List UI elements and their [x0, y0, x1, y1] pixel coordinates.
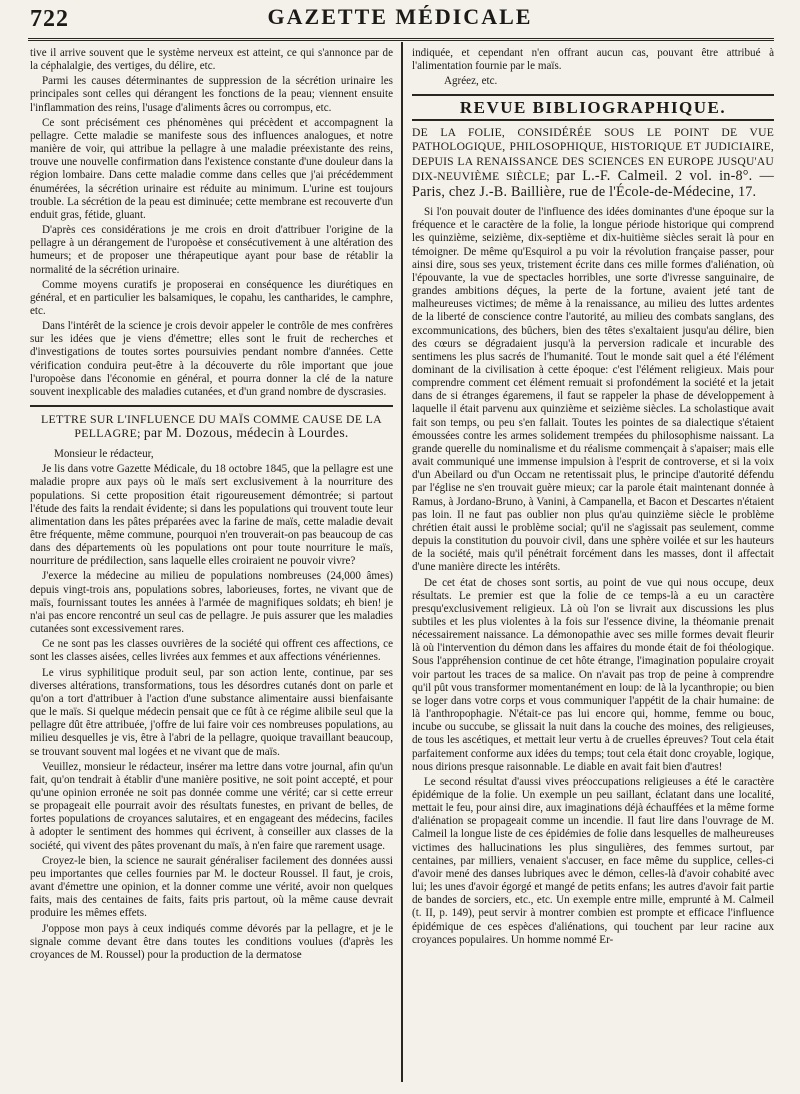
paragraph: Le second résultat d'aussi vives préoccupations religieuses a été le caractère épidémique de la folie. Un exemple un peu saillant, éclatant dans une localité, mettait le feu, pour ainsi dire, aux imaginations déjà échauffées et la même forme d'aliénation se propageait comme un incendie. Il faut lire dans l'ouvrage de M. Calmeil la longue liste de ces épidémies de folie dans lesquelles de malheureuses victimes des hallucinations les plus singulières, des femmes surtout, par centaines, par milliers, venaient s'accuser, en face même du supplice, celles-ci d'avoir mené des danses lubriques avec le démon, celles-là d'avoir cohabité avec lui; les unes d'avoir égorgé et mangé de petits enfans; les autres d'avoir fait partie de bandes de sorciers, etc., etc. Un exemple entre mille, emprunté à M. Calmeil (t. II, p. 149), peut servir à montrer combien est prompte et efficace l'influence épidémique de ces espèces d'aliénations, qui touchent par leur racine aux croyances populaires. Un homme nommé Er-: [412, 775, 774, 946]
paragraph: J'oppose mon pays à ceux indiqués comme dévorés par la pellagre, et je le signale comme devant être dans toutes les conditions voulues (d'après les croyances de M. Roussel) pour la production de la dermatose: [30, 922, 393, 961]
section-title: REVUE BIBLIOGRAPHIQUE.: [459, 98, 727, 118]
article-separator: [30, 405, 393, 407]
paragraph: Je lis dans votre Gazette Médicale, du 18 octobre 1845, que la pellagre est une maladie propre aux pays où le maïs sert exclusivement à la nourriture des populations. Si cette proposition était rigoureusement démontrée; si partout l'étude des faits la rendait évidente; si dans les populations qui trouvent toute leur alimentation dans les pâtes préparées avec la farine de maïs, cette maladie devait être fréquente, même commune, pourquoi n'en trouverait-on pas beaucoup de cas dans des départements où les populations ont pour toute nourriture le maïs, nourriture de prédilection, sans laquelle elles croiraient ne pouvoir vivre?: [30, 463, 393, 568]
review-title: DE LA FOLIE, CONSIDÉRÉE SOUS LE POINT DE VUE PATHOLOGIQUE, PHILOSOPHIQUE, HISTORIQUE ET JUDICIAIRE, DEPUIS LA RENAISSANCE DES SCIENCES EN EUROPE JUSQU'AU DIX-NEUVIÈME SIÈCLE;: [412, 125, 774, 184]
column-divider: [401, 42, 403, 1082]
journal-title: GAZETTE MÉDICALE: [267, 4, 533, 29]
review-heading: [412, 126, 774, 201]
article-author: par M. Dozous, médecin à Lourdes.: [143, 425, 349, 441]
paragraph: Ce sont précisément ces phénomènes qui précèdent et accompagnent la pellagre. Cette maladie se manifeste sous des influences analogues, et notre manière de voir, qui attribue la pellagre à une maladie préexistante des reins, trouve une nouvelle confirmation dans l'existence constante d'une douleur dans la région lombaire. Dans cette maladie comme dans celles que j'ai précédemment énumérées, la sécrétion urinaire est réduite au minimum. L'urine est toujours trouble. La sécrétion de la peau est diminuée; cette membrane est recouverte d'un enduit gras, fétide, gluant.: [30, 116, 393, 221]
section-rule: [412, 94, 774, 96]
paragraph: Si l'on pouvait douter de l'influence des idées dominantes d'une époque sur la fréquence et le caractère de la folie, la longue période historique qui comprend les quinzième, seizième, dix-septième et dix-huitième siècles serait là pour en témoigner. De même qu'Esquirol a pu voir la révolution française passer, pour ainsi dire, sous ses yeux, tristement écrite dans ces mille formes d'aliénation, où l'épouvante, la vue de spectacles horribles, une sorte d'ivresse sanguinaire, de grandes ambitions déçues, la perte de la fortune, avaient jeté tant de malheureuses victimes; de même à la renaissance, au milieu des luttes ardentes de la liberté de conscience contre l'autorité, au milieu des combats sanglans, des excommunications, des bûchers, bien des têtes s'exaltaient jusqu'au délire, bien des cœurs se dégradaient jusqu'à la perversion radicale et incurable des sentimens les plus sacrés de l'humanité. Tout le monde sait quel a été l'élément dominant de la civilisation à cette époque: c'est l'élément religieux. Mais pour comprendre comment cet élément remuait si profondément la société et la jetait dans de si étranges égaremens, il faut se rappeler la phase de développement à laquelle il était parvenu aux quinzième et seizième siècles. La scholastique avait fait son temps, ou peu s'en fallait. Toutes les pointes de sa dialectique s'étaient émoussées contre les armes solidement trempées du philosophisme naissant. La grande querelle du nominalisme et du réalisme commençait à s'apaiser; mais elle avait communiqué une immense impulsion à l'esprit de controverse, et si la voix d'un Abeilard ou d'un Occam ne retentissait plus, le principe d'autorité défendu par l'église ne s'en trouvait guère mieux; car la parole était maintenant donnée à Ramus, à Jordano-Bruno, à Vanini, à Campanella, et Bacon et Descartes n'étaient pas loin. Il ne faut pas oublier non plus qu'au quinzième siècle le problème chrétien était aussi le problème social; qu'il ne s'agissait pas seulement, comme depuis la constitution du pouvoir civil, dans une sphère voilée et sur les hauteurs de la société, mais qu'il pénétrait forcément dans les masses, dont il affectait d'une manière directe les intérêts.: [412, 206, 774, 574]
section-rule: [412, 119, 774, 121]
header-rule: [28, 38, 774, 41]
paragraph: Ce ne sont pas les classes ouvrières de la société qui offrent ces affections, ce sont les classes aisées, celles livrées aux femmes et aux affections vénériennes.: [30, 638, 393, 664]
salutation: Monsieur le rédacteur,: [54, 448, 154, 461]
article-title: LETTRE SUR L'INFLUENCE DU MAÏS COMME CAUSE DE LA PELLAGRE;: [41, 412, 382, 441]
paragraph: Comme moyens curatifs je proposerai en conséquence les diurétiques en général, et en particulier les balsamiques, le copahu, les cantharides, le camphre, etc.: [30, 278, 393, 317]
paragraph: De cet état de choses sont sortis, au point de vue qui nous occupe, deux résultats. Le premier est que la folie de ce temps-là a eu un caractère presqu'exclusivement religieux. Là où l'on se livrait aux discussions les plus subtiles et les plus violentes à la fois sur l'essence divine, la théomanie prenait nécessairement naissance. La démonopathie avec ses mille formes devait fleurir là où l'intervention du démon dans les affaires du monde était de foi théologique. Sous l'appréhension continue de cet hôte étrange, l'imagination populaire croyait voir partout les traces de sa malice. On n'avait pas trop de peine à comprendre qu'il pût vous transformer momentanément en loup: de là la lycanthropie; ou bien se loger dans votre corps et vous communiquer l'appétit de la chair humaine: de là l'anthropophagie. N'était-ce pas lui encore qui, homme, femme ou bouc, incube ou succube, se glissait la nuit dans la couche des moines, des religieuses, de tous les ascétiques, et mettait leur vertu à de cruelles épreuves? Tout cela était parfaitement conforme aux idées du temps; tout cela était donc croyable, logique, nous dirions presque raisonnable. Le diable en avait fait bien d'autres!: [412, 576, 774, 773]
page-number: 722: [30, 6, 69, 32]
left-column: [30, 47, 393, 1088]
paragraph: tive il arrive souvent que le système nerveux est atteint, ce qui s'annonce par de la céphalalgie, des vertiges, du délire, etc.: [30, 47, 393, 73]
right-column: [412, 47, 774, 1088]
review-author: par L.-F. Calmeil. 2 vol. in-8°. — Paris, chez J.-B. Baillière, rue de l'École-de-Médecine, 17.: [412, 168, 774, 200]
paragraph: Parmi les causes déterminantes de suppression de la sécrétion urinaire les principales sont celles qui dérangent les fonctions de la peau; viennent ensuite l'inflammation des reins, l'usage d'aliments âcres ou corrompus, etc.: [30, 75, 393, 114]
paragraph: Veuillez, monsieur le rédacteur, insérer ma lettre dans votre journal, afin qu'un fait, qu'on tendrait à établir d'une manière positive, ne soit point accepté, et pour qu'une opinion erronée ne soit pas donnée comme une vérité; car si cette erreur se propageait elle pourrait avoir des résultats funestes, en privant de belles, de fortes populations de croyances salutaires, et en engageant des médecins, faciles à adopter le sentiment des hommes qui écrivent, à conseiller aux classes de la société, qui vivent des pâtes provenant du maïs, à n'en faire que rarement usage.: [30, 760, 393, 852]
paragraph: D'après ces considérations je me crois en droit d'attribuer l'origine de la pellagre à un dérangement de l'uropoèse et consécutivement à une altération des humeurs; et de proposer une thérapeutique ayant pour base de rétablir la normalité de la sécrétion urinaire.: [30, 224, 393, 276]
paragraph: Dans l'intérêt de la science je crois devoir appeler le contrôle de mes confrères sur les idées que je viens d'émettre; elles sont le fruit de recherches et d'investigations de toutes sortes poursuivies pendant nombre d'années. Cette vérification conduira peut-être à la découverte du rôle important que joue l'uropoèse dans l'économie en général, et pourra donner la clé de la nature souvent inexplicable des maladies cutanées, et d'un grand nombre de dyscrasies.: [30, 320, 393, 398]
paragraph: Le virus syphilitique produit seul, par son action lente, continue, par ses diverses altérations, transformations, tous les désordres cutanés dont on parle et qu'on a tort d'attribuer à l'action d'une substance alimentaire aussi bienfaisante que le maïs. Si quelque médecin pensait que ce fût à ce régime alibile seul que la pellagre dût être attribuée, j'offre de lui faire voir ces nombreuses populations, au milieu desquelles je vis, être à l'abri de la pellagre, quoique travaillant beaucoup, se trouvant souvent mal logées et ne vivant que de maïs.: [30, 666, 393, 758]
paragraph: J'exerce la médecine au milieu de populations nombreuses (24,000 âmes) depuis vingt-trois ans, populations sobres, laborieuses, fortes, ne vivant que de maïs, fournissant toutes les années à l'armée de magnifiques soldats; eh bien! je n'ai pas encore rencontré un seul cas de pellagre. Je puis assurer que les maladies cutanées sont excessivement rares.: [30, 570, 393, 636]
signoff: Agréez, etc.: [444, 75, 498, 88]
paragraph: Croyez-le bien, la science ne saurait généraliser facilement des données aussi peu importantes que celles fournies par M. le docteur Roussel. Il faut, je crois, avant d'émettre une opinion, et la donner comme une vérité, avoir non quelques faits, mais des centaines de faits, faits pris partout, où la même cause devrait produire les mêmes effets.: [30, 854, 393, 920]
article-heading: [30, 412, 393, 440]
page-header: [0, 0, 800, 40]
paragraph: indiquée, et cependant n'en offrant aucun cas, pouvant être attribué à l'alimentation fournie par le maïs.: [412, 47, 774, 73]
